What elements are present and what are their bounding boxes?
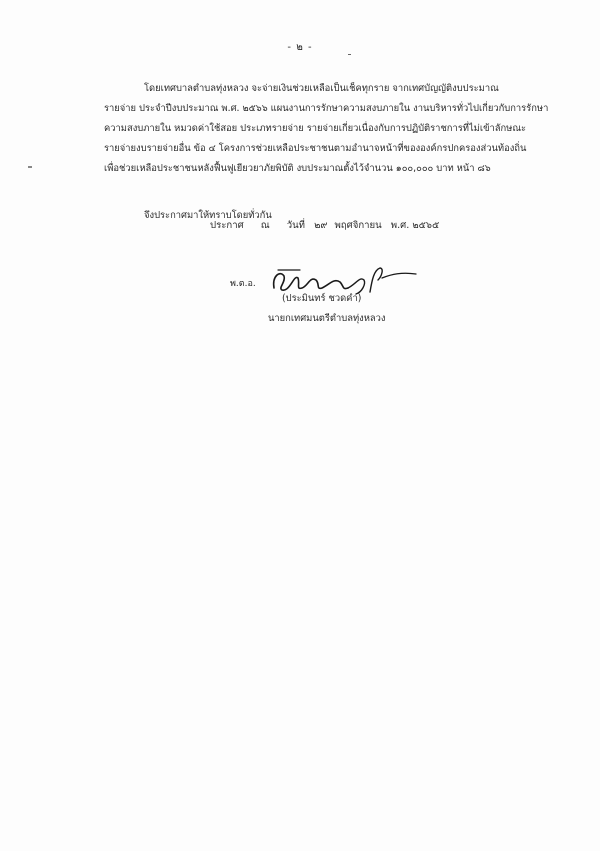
date-month: พฤศจิกายน bbox=[334, 220, 382, 231]
body-line: รายจ่ายงบรายจ่ายอื่น ข้อ ๔ โครงการช่วยเหลือประชาชนตามอำนาจหน้าที่ขององค์กรปกครองส่วนท้องถิ่น bbox=[104, 143, 527, 154]
date-day: ๒๙ bbox=[314, 220, 328, 231]
date-year: พ.ศ. ๒๕๖๕ bbox=[390, 220, 440, 231]
body-line: เพื่อช่วยเหลือประชาชนหลังฟื้นฟูเยียวยาภัยพิบัติ งบประมาณตั้งไว้จำนวน ๑๐๐,๐๐๐ บาท หน้า ๘๖ bbox=[104, 163, 491, 174]
signer-name: (ประมินทร์ ชวดคำ) bbox=[282, 293, 362, 304]
body-line: รายจ่าย ประจำปีงบประมาณ พ.ศ. ๒๕๖๖ แผนงานการรักษาความสงบภายใน งานบริหารทั่วไปเกี่ยวกับการรักษา bbox=[104, 103, 549, 114]
closing-statement: จึงประกาศมาให้ทราบโดยทั่วกัน bbox=[144, 210, 272, 221]
signer-title: นายกเทศมนตรีตำบลทุ่งหลวง bbox=[268, 313, 386, 324]
stray-mark bbox=[348, 54, 351, 55]
margin-mark bbox=[28, 166, 32, 168]
announce-at: ณ bbox=[260, 220, 270, 231]
announce-prefix: ประกาศ bbox=[210, 220, 244, 231]
body-line: ความสงบภายใน หมวดค่าใช้สอย ประเภทรายจ่าย รายจ่ายเกี่ยวเนื่องกับการปฏิบัติราชการที่ไม่เข้าลักษณะ bbox=[104, 123, 527, 134]
date-label: วันที่ bbox=[286, 220, 305, 231]
page-number: - ๒ - bbox=[287, 42, 313, 53]
signer-rank: พ.ต.อ. bbox=[230, 279, 256, 289]
announcement-date bbox=[210, 219, 453, 233]
body-line: โดยเทศบาลตำบลทุ่งหลวง จะจ่ายเงินช่วยเหลือเป็นเช็คทุกราย จากเทศบัญญัติงบประมาณ bbox=[144, 83, 499, 94]
